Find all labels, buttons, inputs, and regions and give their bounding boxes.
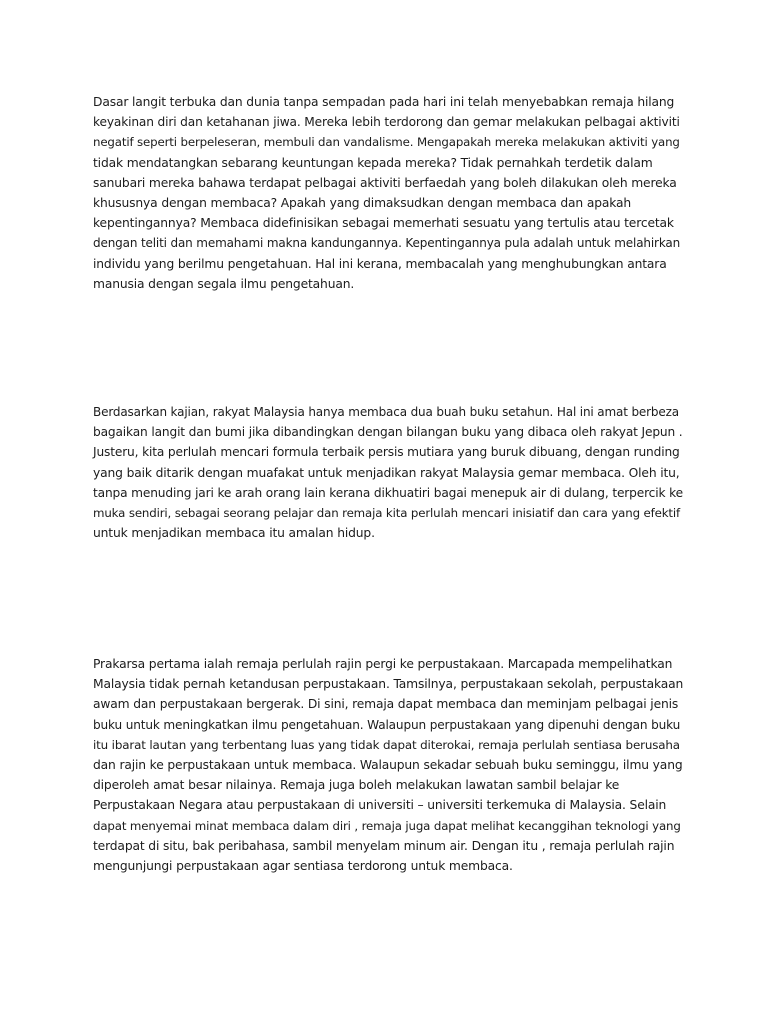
text-line: sanubari mereka bahawa terdapat pelbagai aktiviti berfaedah yang boleh dilakukan oleh mereka [93,175,677,190]
text-line: untuk menjadikan membaca itu amalan hidup. [93,526,375,541]
text-line: dan rajin ke perpustakaan untuk membaca. Walaupun sekadar sebuah buku seminggu, ilmu yang [93,757,683,772]
paragraph-first-initiative [93,654,683,876]
text-line: Berdasarkan kajian, rakyat Malaysia hanya membaca dua buah buku setahun. Hal ini amat berbeza [93,405,679,419]
text-line: terdapat di situ, bak peribahasa, sambil menyelam minum air. Dengan itu , remaja perlulah rajin [93,838,675,853]
text-line: awam dan perpustakaan bergerak. Di sini, remaja dapat membaca dan meminjam pelbagai jenis [93,697,679,712]
text-line: Malaysia tidak pernah ketandusan perpustakaan. Tamsilnya, perpustakaan sekolah, perpustakaan [93,677,684,692]
text-line: yang baik ditarik dengan muafakat untuk menjadikan rakyat Malaysia gemar membaca. Oleh itu, [93,465,680,480]
text-line: Perpustakaan Negara atau perpustakaan di universiti – universiti terkemuka di Malaysia. Selain [93,798,667,813]
text-line: itu ibarat lautan yang terbentang luas yang tidak dapat diterokai, remaja perlulah sentiasa berusaha [93,737,680,752]
text-line: muka sendiri, sebagai seorang pelajar dan remaja kita perlulah mencari inisiatif dan cara yang efektif [93,505,681,520]
text-line: tidak mendatangkan sebarang keuntungan kepada mereka? Tidak pernahkah terdetik dalam [93,155,653,170]
text-line: individu yang berilmu pengetahuan. Hal ini kerana, membacalah yang menghubungkan antara [93,256,667,271]
text-line: tanpa menuding jari ke arah orang lain kerana dikhuatiri bagai menepuk air di dulang, terpercik ke [93,485,683,500]
paragraph-introduction [93,92,683,294]
text-line: kepentingannya? Membaca didefinisikan sebagai memerhati sesuatu yang tertulis atau tercetak [93,216,674,231]
text-line: mengunjungi perpustakaan agar sentiasa terdorong untuk membaca. [93,858,513,873]
text-line: manusia dengan segala ilmu pengetahuan. [93,276,355,291]
text-line: dapat menyemai minat membaca dalam diri , remaja juga dapat melihat kecanggihan teknologi yang [93,818,681,833]
text-line: Justeru, kita perlulah mencari formula terbaik persis mutiara yang buruk dibuang, dengan runding [93,445,680,460]
text-line: Prakarsa pertama ialah remaja perlulah rajin pergi ke perpustakaan. Marcapada mempelihatkan [93,657,673,671]
paragraph-research-findings [93,402,683,543]
text-line: diperoleh amat besar nilainya. Remaja juga boleh melakukan lawatan sambil belajar ke [93,778,620,793]
text-line: khususnya dengan membaca? Apakah yang dimaksudkan dengan membaca dan apakah [93,195,632,210]
text-line: Dasar langit terbuka dan dunia tanpa sempadan pada hari ini telah menyebabkan remaja hilang [93,95,675,109]
text-line: dengan teliti dan memahami makna kandungannya. Kepentingannya pula adalah untuk melahirkan [93,236,681,251]
text-line: keyakinan diri dan ketahanan jiwa. Mereka lebih terdorong dan gemar melakukan pelbagai aktiviti [93,115,680,130]
text-line: buku untuk meningkatkan ilmu pengetahuan. Walaupun perpustakaan yang dipenuhi dengan buku [93,717,681,732]
text-line: bagaikan langit dan bumi jika dibandingkan dengan bilangan buku yang dibaca oleh rakyat Jepun . [93,425,683,440]
text-line: negatif seperti berpeleseran, membuli dan vandalisme. Mengapakah mereka melakukan aktiviti yang [93,135,680,150]
